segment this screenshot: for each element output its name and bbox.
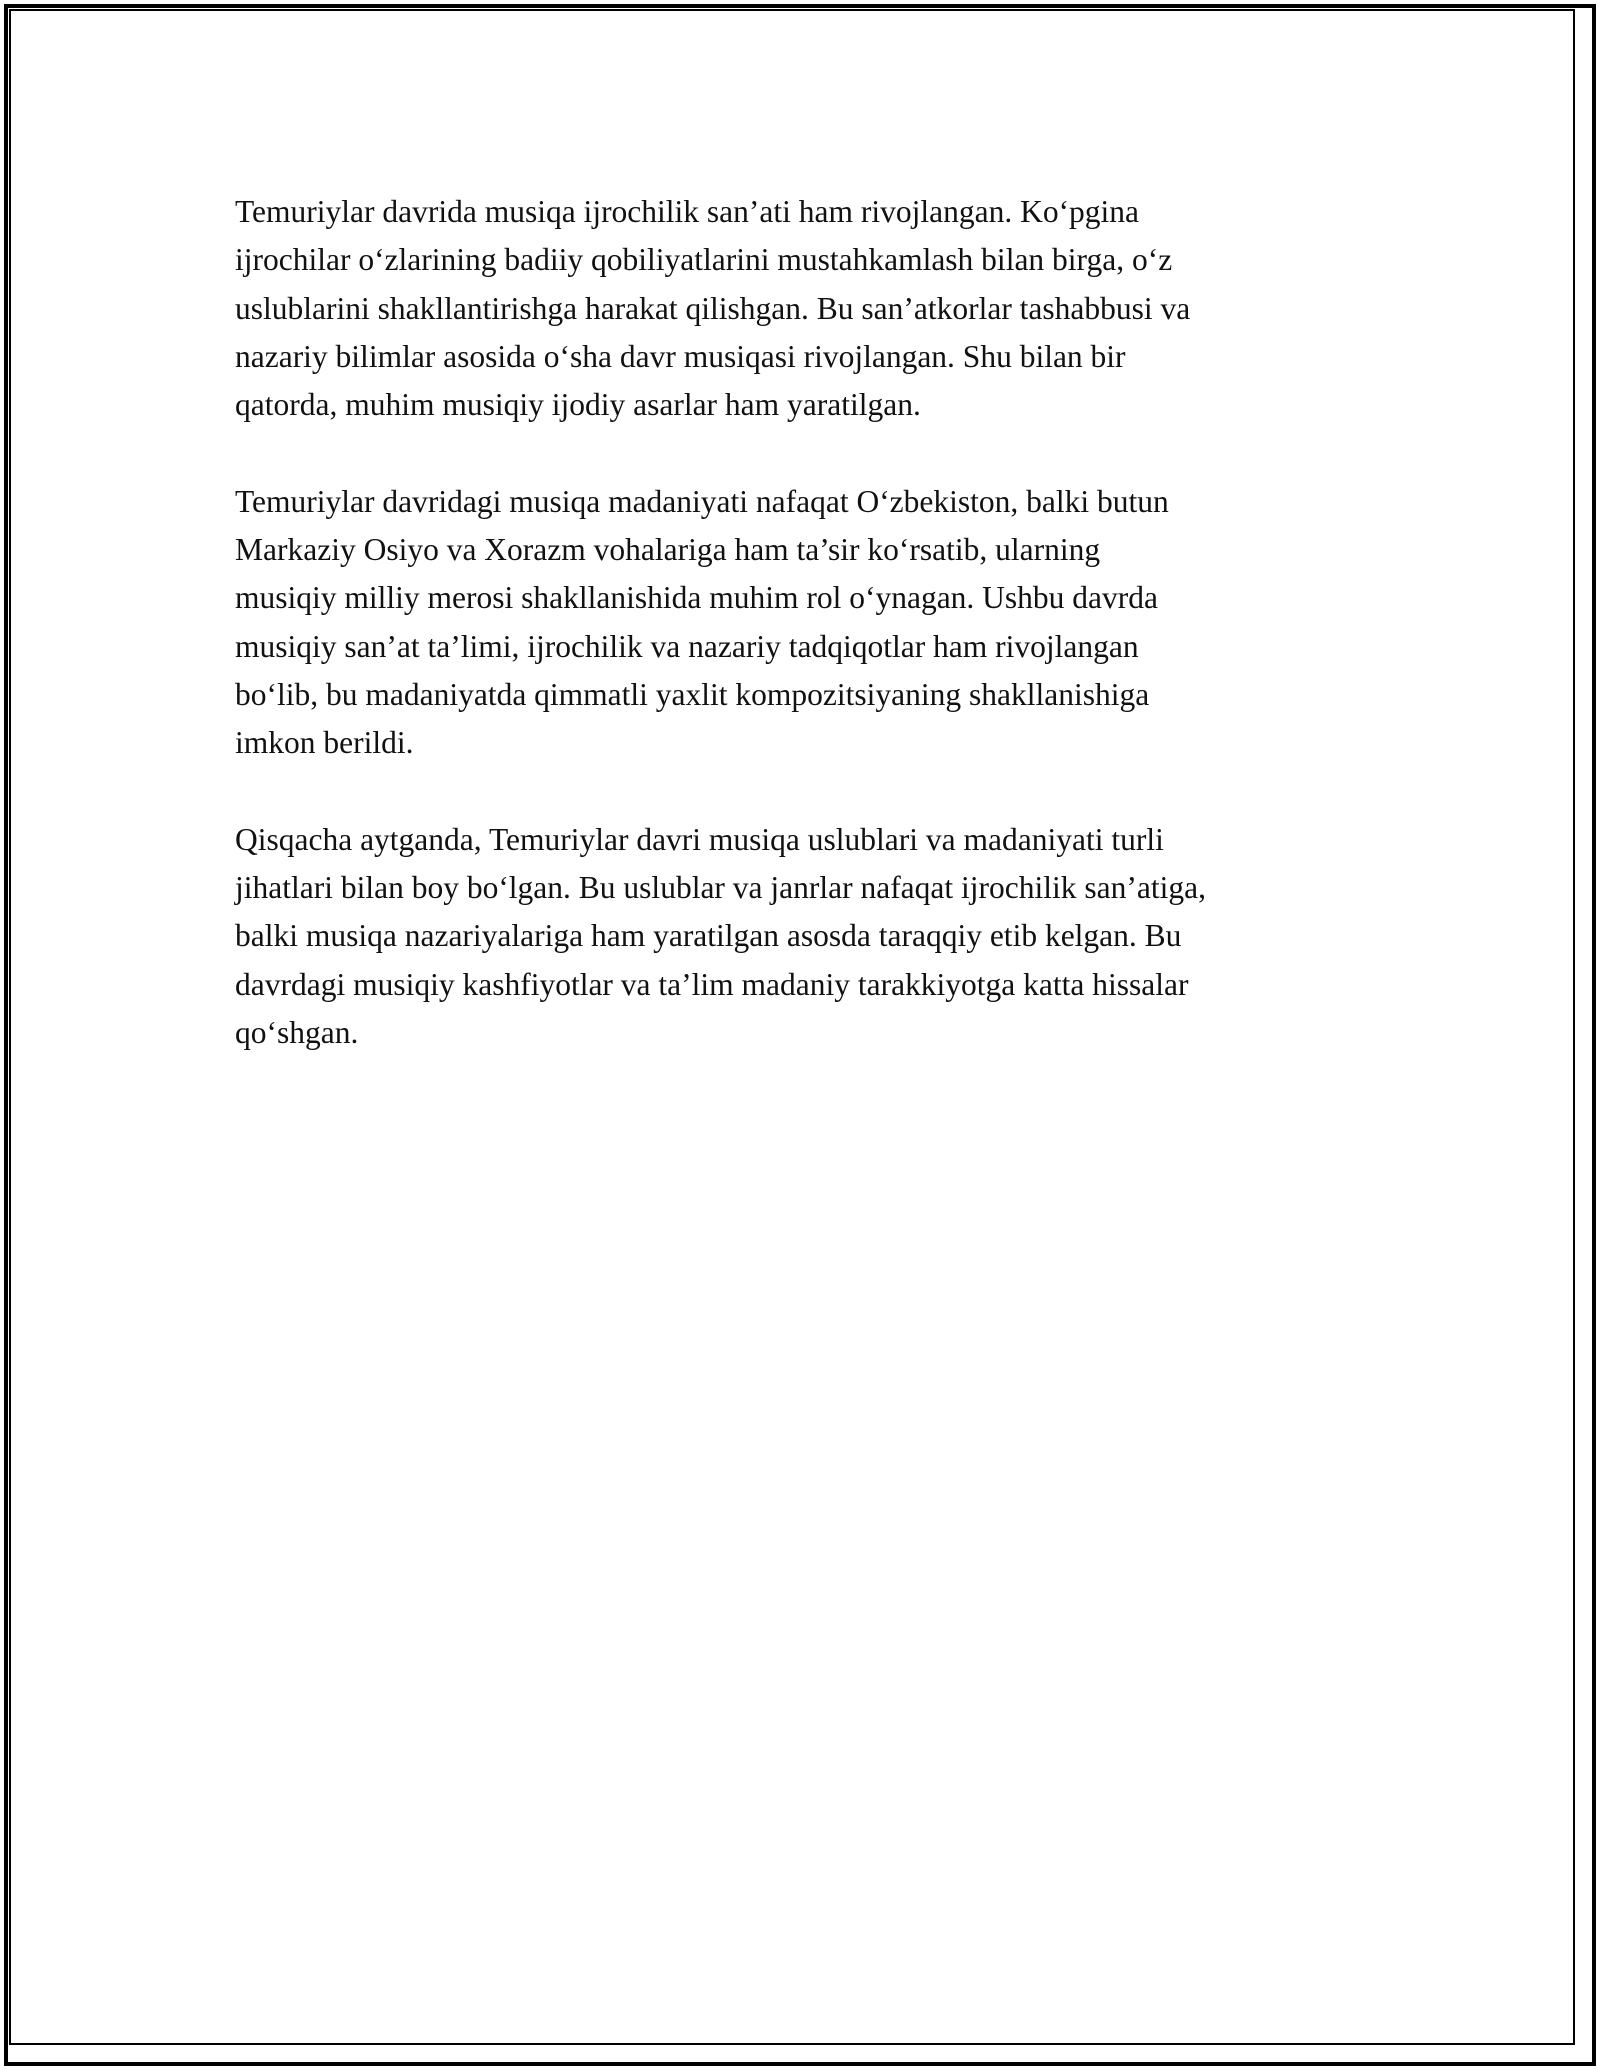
paragraph-3: Qisqacha aytganda, Temuriylar davri musiqa uslublari va madaniyati turli jihatlari bilan boy bo‘lgan. Bu uslublar va janrlar nafaqat ijrochilik san’atiga, balki musiqa nazariyalariga ham yaratilgan asosda taraqqiy etib kelgan. Bu davrdagi musiqiy kashfiyotlar va ta’lim madaniy tarakkiyotga katta hissalar qo‘shgan. — [235, 821, 1206, 1051]
paragraph-2: Temuriylar davridagi musiqa madaniyati nafaqat O‘zbekiston, balki butun Markaziy Osiyo va Xorazm vohalariga ham ta’sir ko‘rsatib, ularning musiqiy milliy merosi shakllanishida muhim rol o‘ynagan. Ushbu davrda musiqiy san’at ta’limi, ijrochilik va nazariy tadqiqotlar ham rivojlangan bo‘lib, bu madaniyatda qimmatli yaxlit kompozitsiyaning shakllanishiga imkon berildi. — [235, 483, 1169, 761]
paragraph-1: Temuriylar davrida musiqa ijrochilik san’ati ham rivojlangan. Ko‘pgina ijrochilar o‘zlarining badiiy qobiliyatlarini mustahkamlash bilan birga, o‘z uslublarini shakllantirishga harakat qilishgan. Bu san’atkorlar tashabbusi va nazariy bilimlar asosida o‘sha davr musiqasi rivojlangan. Shu bilan bir qatorda, muhim musiqiy ijodiy asarlar ham yaratilgan. — [235, 194, 1191, 423]
document-body — [235, 188, 1395, 1106]
